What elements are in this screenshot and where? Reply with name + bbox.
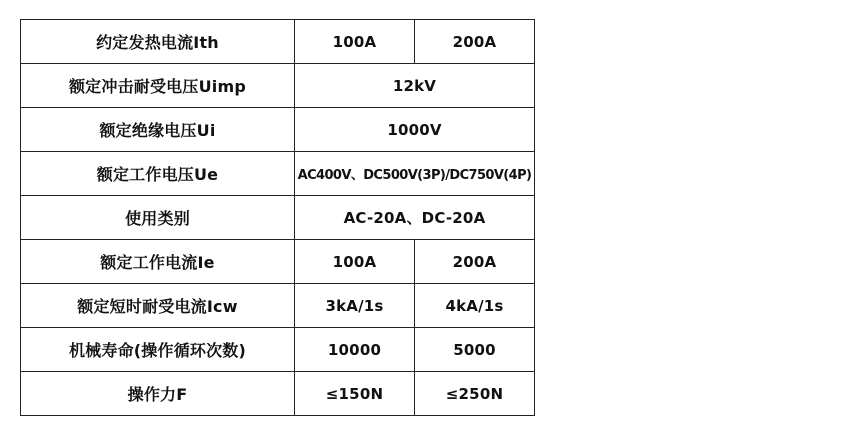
row-label: 额定绝缘电压Ui	[21, 108, 295, 152]
row-label: 额定工作电流Ie	[21, 240, 295, 284]
value-cell: AC400V、DC500V(3P)/DC750V(4P)	[295, 152, 535, 196]
value-cell: ≤150N	[295, 372, 415, 416]
value-cell: 3kA/1s	[295, 284, 415, 328]
table-row	[21, 152, 535, 196]
row-label: 额定短时耐受电流Icw	[21, 284, 295, 328]
row-label: 操作力F	[21, 372, 295, 416]
table-row	[21, 64, 535, 108]
value-cell: 200A	[415, 240, 535, 284]
row-label: 额定工作电压Ue	[21, 152, 295, 196]
value-cell: 100A	[295, 240, 415, 284]
value-cell: 1000V	[295, 108, 535, 152]
value-cell: 4kA/1s	[415, 284, 535, 328]
value-cell: 10000	[295, 328, 415, 372]
table-row	[21, 372, 535, 416]
table-row	[21, 328, 535, 372]
spec-table	[20, 19, 535, 416]
value-cell: 5000	[415, 328, 535, 372]
value-cell: AC-20A、DC-20A	[295, 196, 535, 240]
row-label: 使用类别	[21, 196, 295, 240]
table-row	[21, 284, 535, 328]
row-label: 约定发热电流Ith	[21, 20, 295, 64]
value-cell: 100A	[295, 20, 415, 64]
row-label: 额定冲击耐受电压Uimp	[21, 64, 295, 108]
value-cell: 12kV	[295, 64, 535, 108]
table-row	[21, 240, 535, 284]
table-row	[21, 108, 535, 152]
value-cell: 200A	[415, 20, 535, 64]
value-cell: ≤250N	[415, 372, 535, 416]
table-row	[21, 20, 535, 64]
table-row	[21, 196, 535, 240]
row-label: 机械寿命(操作循环次数)	[21, 328, 295, 372]
